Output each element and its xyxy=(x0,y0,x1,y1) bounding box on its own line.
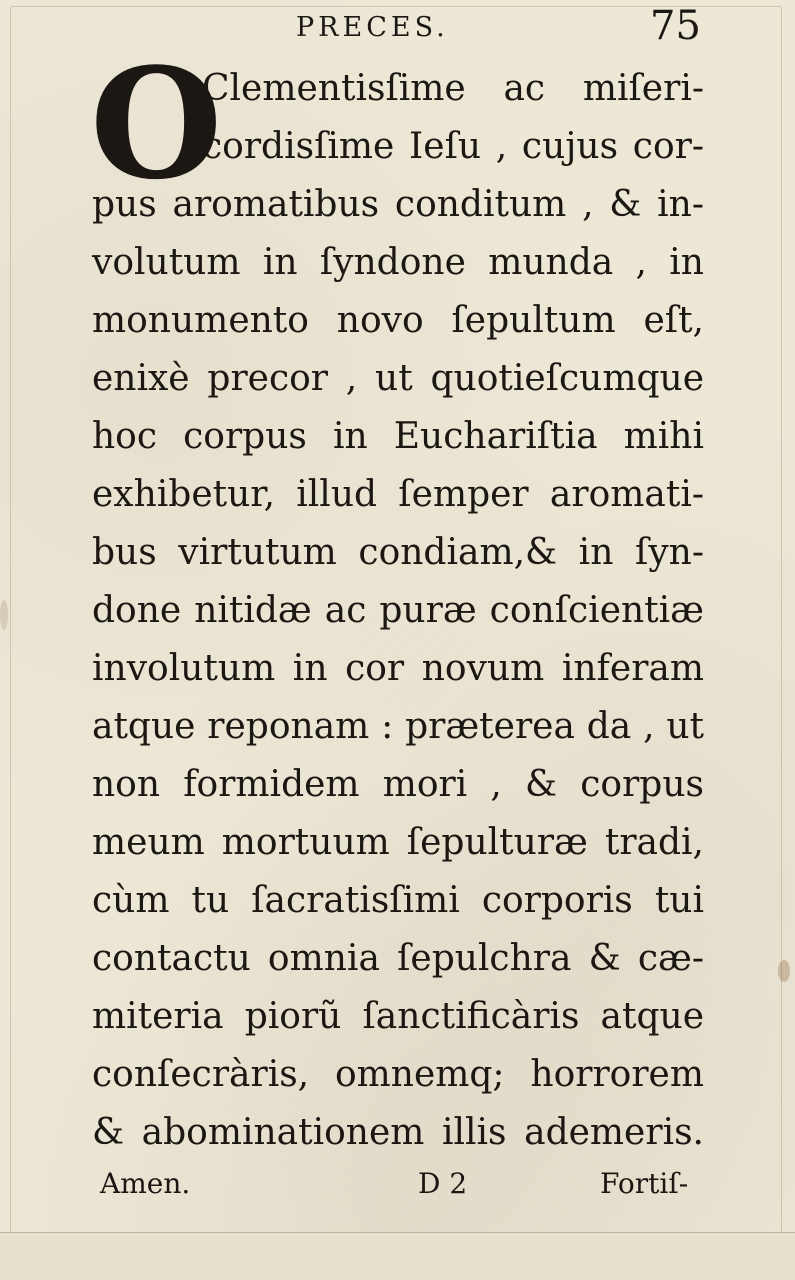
drop-cap-initial: O xyxy=(90,34,223,213)
text-line: bus virtutum condiam,& in ſyn- xyxy=(92,532,704,573)
catchword-next-page: Fortiſ- xyxy=(600,1167,689,1200)
foxing-spot xyxy=(778,960,790,982)
text-line: pus aromatibus conditum , & in- xyxy=(92,184,704,225)
text-line: enixè precor , ut quotieſcumque xyxy=(92,358,704,399)
text-line: Clementisſime ac miſeri- xyxy=(202,68,704,109)
foxing-spot xyxy=(0,600,8,630)
running-head: PRECES. xyxy=(296,12,449,43)
text-line: non formidem mori , & corpus xyxy=(92,764,704,805)
text-line: contactu omnia ſepulchra & cæ- xyxy=(92,938,704,979)
text-line: done nitidæ ac puræ conſcientiæ xyxy=(92,590,704,631)
text-line: atque reponam : præterea da , ut xyxy=(92,706,704,747)
text-line: meum mortuum ſepulturæ tradi, xyxy=(92,822,704,863)
catchword-amen: Amen. xyxy=(100,1167,191,1200)
page-number: 75 xyxy=(650,3,701,49)
text-line: cordisſime Ieſu , cujus cor- xyxy=(202,126,704,167)
text-line: involutum in cor novum inferam xyxy=(92,648,704,689)
text-line: conſecràris, omnemq; horrorem xyxy=(92,1054,704,1095)
text-line: & abominationem illis ademeris. xyxy=(92,1112,704,1153)
text-line: cùm tu ſacratisſimi corporis tui xyxy=(92,880,704,921)
text-line: hoc corpus in Euchariſtia mihi xyxy=(92,416,704,457)
text-line: volutum in ſyndone munda , in xyxy=(92,242,704,283)
bottom-margin xyxy=(0,1232,795,1280)
text-line: miteria piorũ ſanctificàris atque xyxy=(92,996,704,1037)
signature-mark: D 2 xyxy=(418,1167,468,1200)
text-line: exhibetur, illud ſemper aromati- xyxy=(92,474,704,515)
text-line: monumento novo ſepultum eſt, xyxy=(92,300,704,341)
